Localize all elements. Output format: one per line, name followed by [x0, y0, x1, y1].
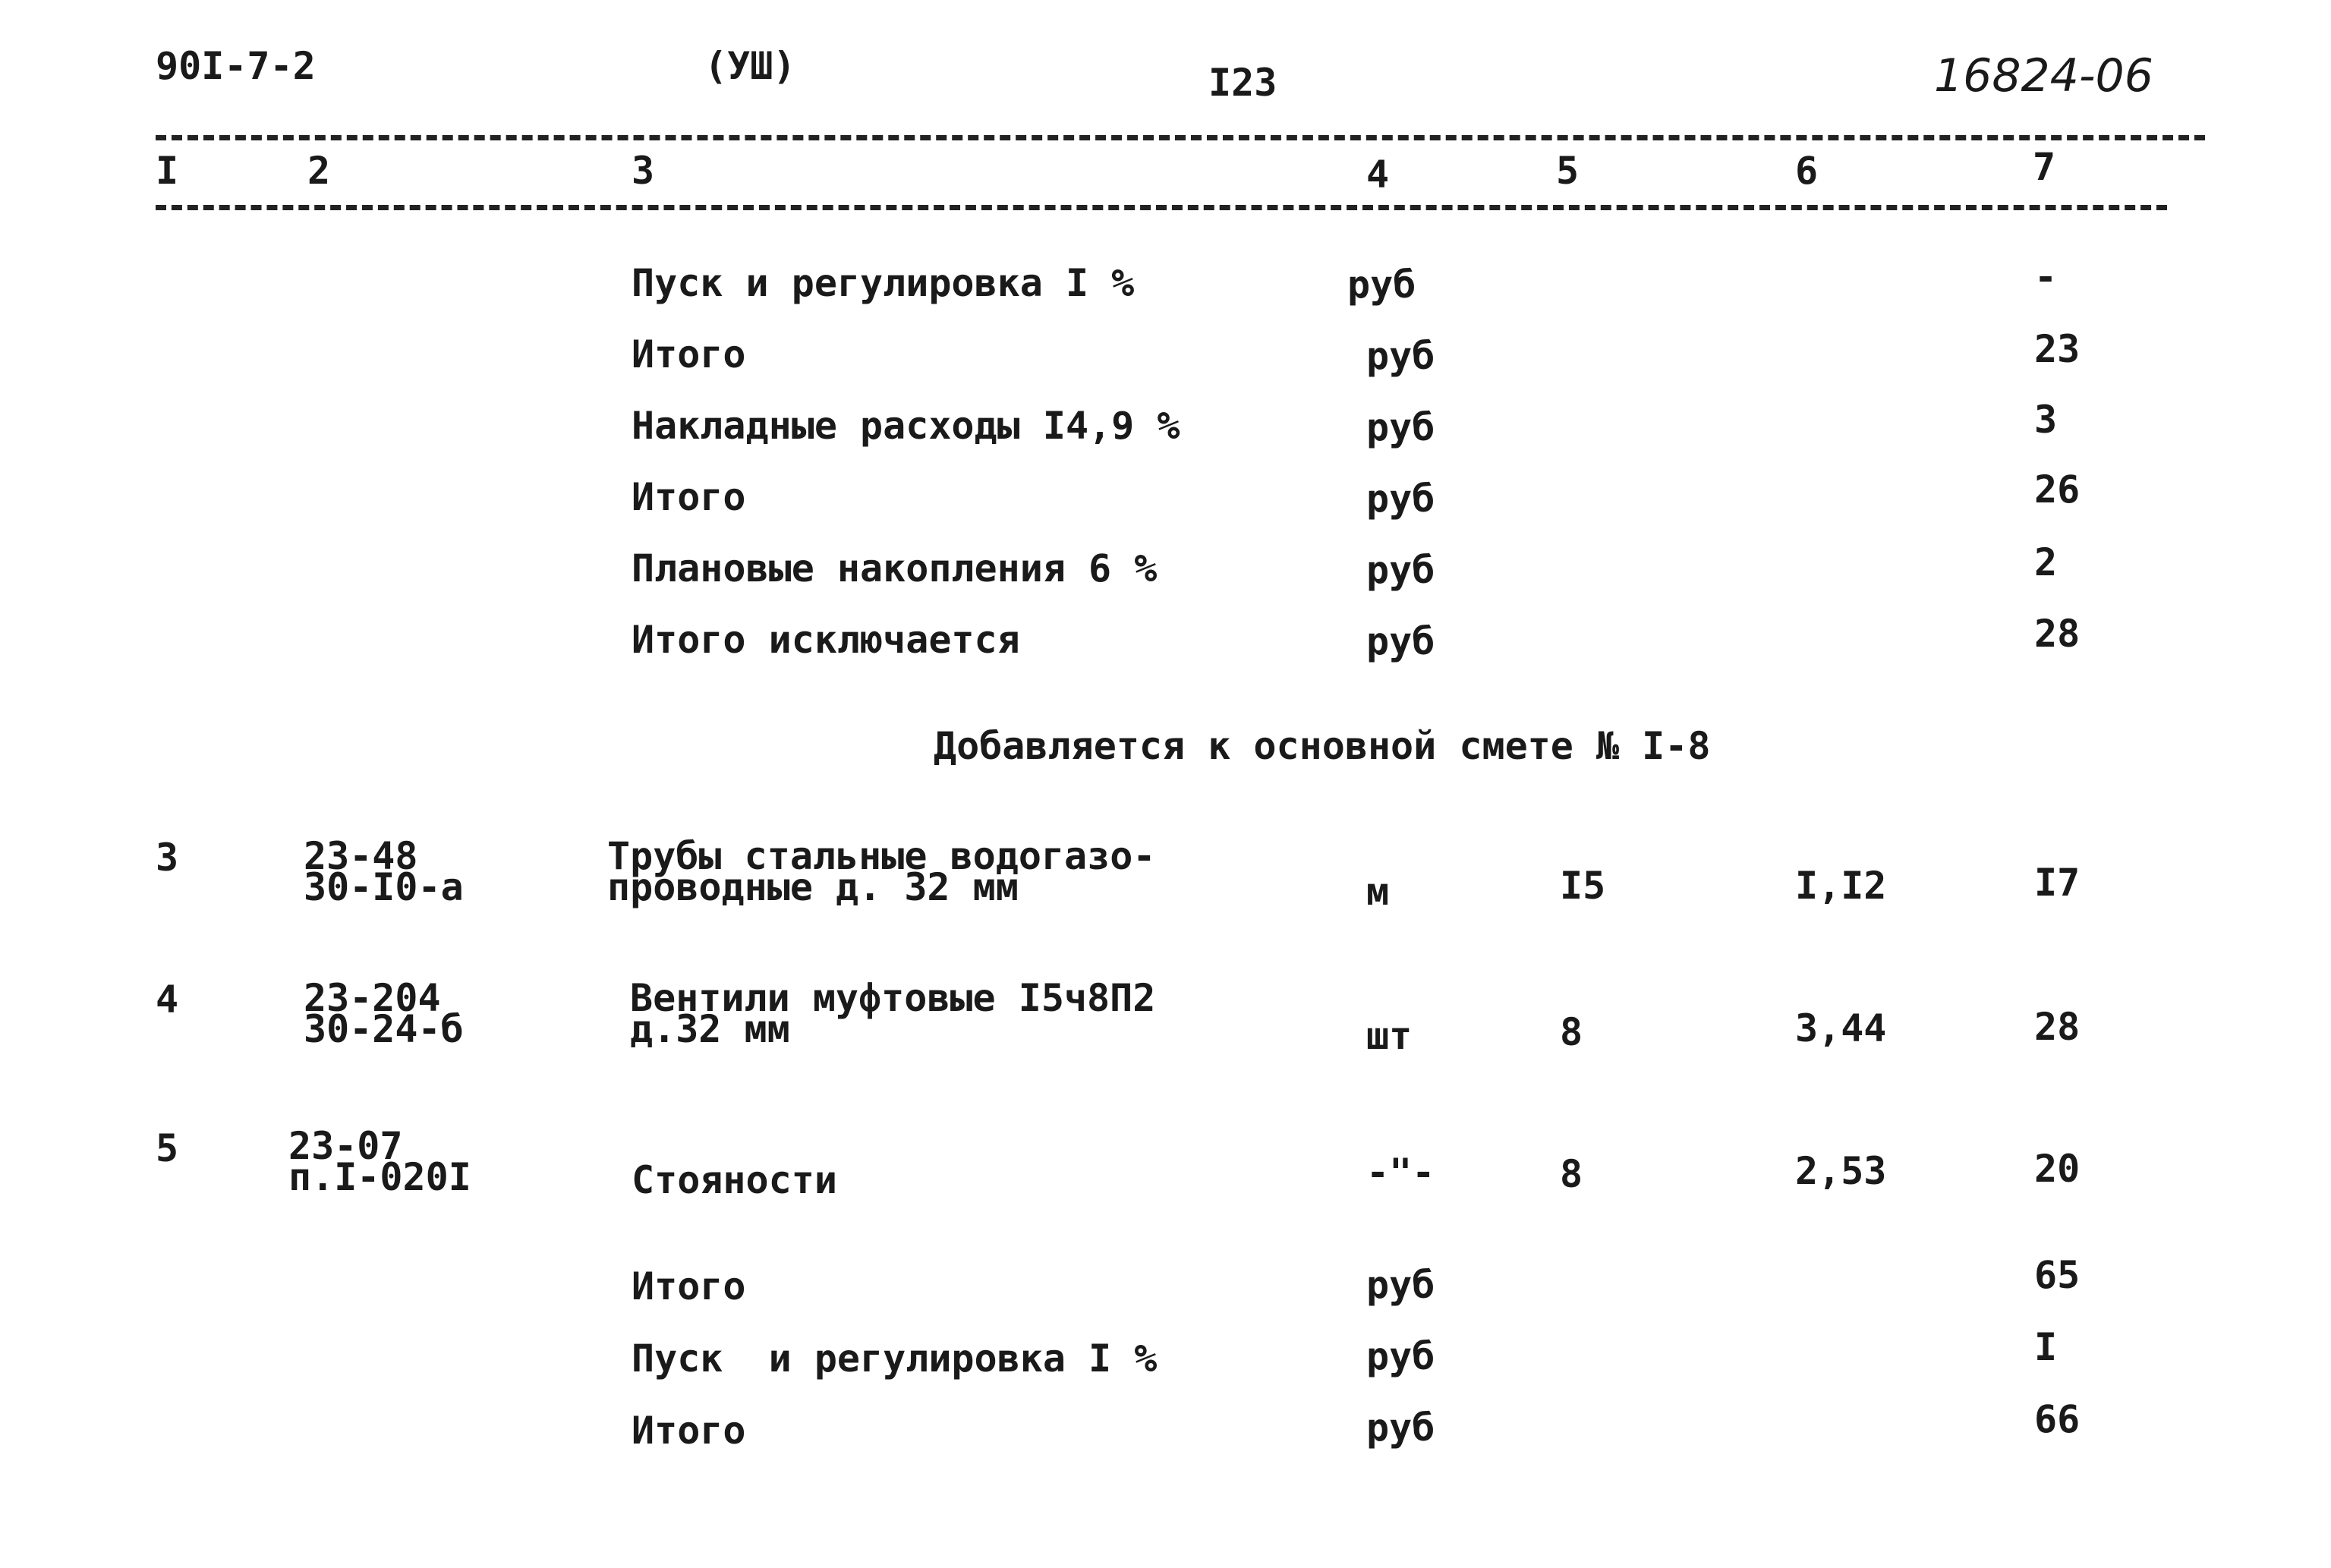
row-description: Плановые накопления 6 %	[632, 546, 1158, 590]
row-unit: руб	[1366, 1263, 1435, 1307]
row-description: Накладные расходы I4,9 %	[632, 404, 1180, 448]
item-total: 28	[2034, 1005, 2081, 1049]
row-description: Итого	[632, 1409, 746, 1453]
column-number-3: 3	[632, 149, 655, 193]
row-total: 28	[2034, 612, 2081, 656]
document-part: (УШ)	[704, 44, 796, 88]
item-description	[607, 834, 1156, 909]
item-description: Стояности	[632, 1158, 837, 1202]
row-description: Итого	[632, 475, 746, 519]
header-top-rule	[156, 135, 2205, 140]
row-unit: руб	[1366, 1406, 1435, 1450]
row-total: 3	[2034, 398, 2058, 442]
document-series: 90I-7-2	[156, 44, 316, 88]
item-unit: м	[1366, 870, 1390, 914]
item-quantity: 8	[1560, 1010, 1583, 1054]
item-quantity: 8	[1560, 1152, 1583, 1196]
item-code	[304, 834, 464, 909]
row-total: 23	[2034, 327, 2081, 371]
column-number-5: 5	[1556, 149, 1580, 193]
row-total: 66	[2034, 1397, 2081, 1441]
row-unit: руб	[1366, 619, 1435, 663]
item-price: I,I2	[1795, 864, 1887, 908]
item-quantity: I5	[1560, 864, 1606, 908]
row-total: 2	[2034, 540, 2058, 584]
row-unit: руб	[1366, 477, 1435, 521]
item-code-line-2: п.I-020I	[288, 1155, 471, 1199]
row-description: Итого	[632, 332, 746, 376]
item-unit: -"-	[1366, 1151, 1435, 1195]
row-unit: руб	[1366, 548, 1435, 592]
page-number: I23	[1208, 61, 1277, 105]
row-total: 26	[2034, 468, 2081, 512]
item-number: 3	[156, 836, 179, 880]
item-code	[288, 1124, 471, 1199]
row-total: -	[2034, 255, 2058, 299]
document-code: 16824-06	[1934, 49, 2153, 102]
item-description-line-2: проводные д. 32 мм	[607, 865, 1019, 909]
column-number-2: 2	[307, 149, 331, 193]
row-unit: руб	[1366, 1334, 1435, 1378]
item-code-line-1: 23-48	[304, 834, 418, 878]
row-unit: руб	[1347, 263, 1416, 307]
item-price: 2,53	[1795, 1149, 1887, 1193]
row-total: I	[2034, 1325, 2058, 1369]
header-bottom-rule	[156, 205, 2167, 210]
column-number-7: 7	[2033, 145, 2056, 189]
item-description-line-1: Трубы стальные водогазо-	[607, 834, 1156, 878]
item-description-line-1: Вентили муфтовые I5ч8П2	[630, 976, 1156, 1020]
row-description: Пуск и регулировка I %	[632, 1337, 1158, 1381]
column-number-6: 6	[1795, 149, 1819, 193]
row-description: Итого исключается	[632, 618, 1020, 662]
section-title: Добавляется к основной смете № I-8	[934, 724, 1711, 768]
row-unit: руб	[1366, 334, 1435, 378]
item-total: 20	[2034, 1147, 2081, 1191]
item-total: I7	[2034, 861, 2081, 905]
item-code-line-2: 30-I0-а	[304, 865, 464, 909]
item-code-line-2: 30-24-б	[304, 1007, 464, 1051]
row-description: Итого	[632, 1264, 746, 1308]
item-number: 5	[156, 1126, 179, 1170]
row-description: Пуск и регулировка I %	[632, 261, 1135, 305]
item-unit: шт	[1366, 1014, 1413, 1058]
item-description-line-2: д.32 мм	[630, 1007, 790, 1051]
item-description	[630, 976, 1156, 1051]
item-price: 3,44	[1795, 1006, 1887, 1050]
row-unit: руб	[1366, 405, 1435, 449]
column-number-4: 4	[1366, 153, 1390, 197]
row-total: 65	[2034, 1253, 2081, 1297]
column-number-1: I	[156, 149, 179, 193]
item-number: 4	[156, 978, 179, 1022]
item-code	[304, 976, 464, 1051]
item-code-line-1: 23-07	[288, 1124, 403, 1168]
item-code-line-1: 23-204	[304, 976, 441, 1020]
